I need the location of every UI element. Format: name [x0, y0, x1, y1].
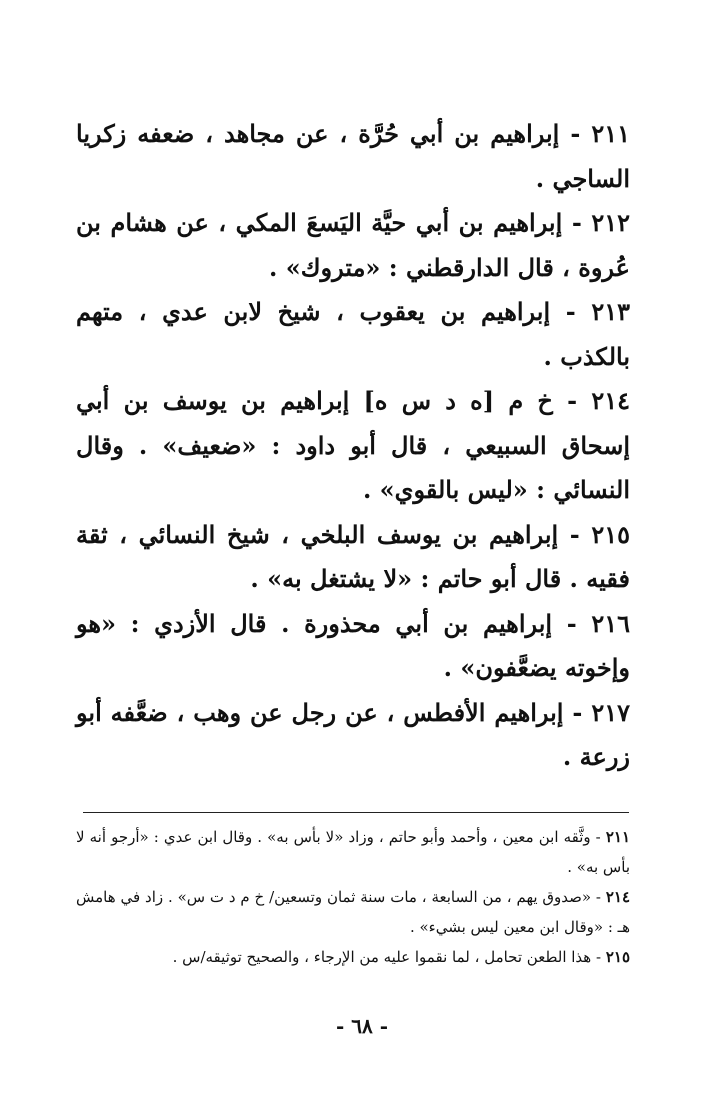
footnote-text: - وثَّقه ابن معين ، وأحمد وأبو حاتم ، وزاد «لا بأس به» . وقال ابن عدي : «أرجو أنه لا بأس به» .	[76, 828, 630, 876]
footnotes	[76, 822, 630, 972]
entry-211	[76, 112, 630, 201]
page-number: - ٦٨ -	[335, 1014, 388, 1038]
main-text	[76, 112, 630, 780]
footnote-number: ٢١٥	[605, 948, 630, 966]
entry-text: - إبراهيم بن أبي محذورة . قال الأزدي : «هو وإخوته يضعَّفون» .	[76, 608, 630, 682]
entry-216	[76, 602, 630, 691]
footnote-text: - «صدوق يهم ، من السابعة ، مات سنة ثمان وتسعين/ خ م د ت س» . زاد في هامش هـ : «وقال ابن معين ليس بشيء» .	[76, 888, 630, 936]
entry-number: ٢١٥	[591, 519, 630, 549]
entry-number: ٢١٦	[591, 608, 630, 638]
entry-text: - إبراهيم بن يوسف البلخي ، شيخ النسائي ، ثقة فقيه . قال أبو حاتم : «لا يشتغل به» .	[76, 519, 630, 593]
entry-215	[76, 513, 630, 602]
footnote-text: - هذا الطعن تحامل ، لما نقموا عليه من الإرجاء ، والصحيح توثيقه/س .	[172, 948, 606, 966]
footnote-number: ٢١٤	[605, 888, 630, 906]
entry-214	[76, 379, 630, 513]
entry-number: ٢١٣	[591, 297, 630, 326]
footnote-divider	[83, 812, 629, 813]
footnote-211	[76, 822, 630, 882]
entry-text: - إبراهيم بن يعقوب ، شيخ لابن عدي ، متهم بالكذب .	[76, 297, 630, 371]
entry-217	[76, 691, 630, 780]
entry-number: ٢١٧	[591, 697, 630, 727]
entry-number: ٢١٤	[591, 386, 630, 415]
entry-213	[76, 290, 630, 379]
entry-text: - إبراهيم بن أبي حيَّة اليَسعَ المكي ، عن هشام بن عُروة ، قال الدارقطني : «متروك» .	[76, 208, 630, 282]
entry-number: ٢١٢	[591, 208, 630, 237]
entry-number: ٢١١	[591, 119, 630, 148]
footnote-214	[76, 882, 630, 942]
entry-212	[76, 201, 630, 290]
entry-text: - خ م [ه د س ه] إبراهيم بن يوسف بن أبي إسحاق السبيعي ، قال أبو داود : «ضعيف» . وقال النسائي : «ليس بالقوي» .	[76, 386, 630, 504]
entry-text: - إبراهيم بن أبي حُرَّة ، عن مجاهد ، ضعفه زكريا الساجي .	[76, 119, 630, 193]
entry-text: - إبراهيم الأفطس ، عن رجل عن وهب ، ضعَّفه أبو زرعة .	[76, 697, 630, 771]
footnote-215	[76, 942, 630, 972]
footnote-number: ٢١١	[605, 828, 630, 846]
